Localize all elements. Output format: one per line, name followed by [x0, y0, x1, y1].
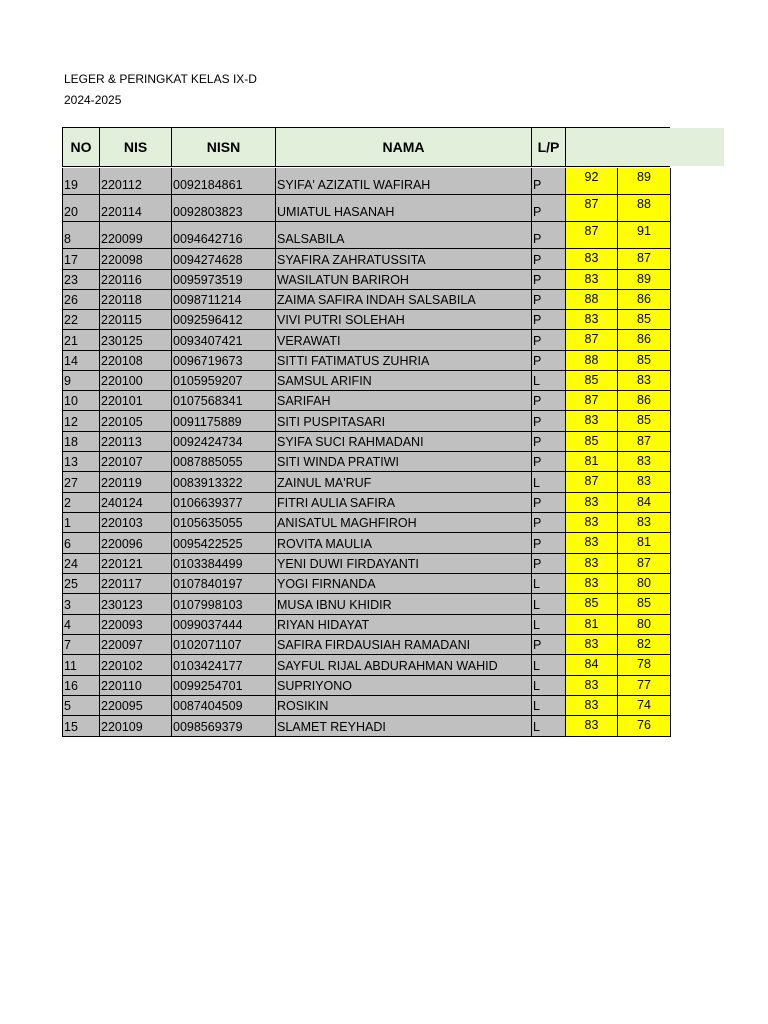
cell-no: 19 — [62, 168, 100, 195]
cell-nama: WASILATUN BARIROH — [276, 270, 532, 290]
table-row — [62, 290, 671, 310]
cell-score-1: 83 — [566, 513, 618, 533]
cell-nama: ZAINUL MA'RUF — [276, 472, 532, 493]
cell-nis: 220115 — [100, 310, 172, 330]
table-row — [62, 351, 671, 371]
cell-lp: P — [532, 222, 566, 249]
cell-score-2: 81 — [618, 533, 671, 554]
cell-nis: 220117 — [100, 574, 172, 594]
table-row — [62, 615, 671, 635]
cell-nisn: 0098569379 — [172, 716, 276, 737]
table-row — [62, 310, 671, 330]
table-row — [62, 676, 671, 696]
cell-score-1: 83 — [566, 574, 618, 594]
cell-nama: YOGI FIRNANDA — [276, 574, 532, 594]
cell-lp: P — [532, 351, 566, 371]
cell-nis: 220114 — [100, 195, 172, 222]
cell-no: 11 — [62, 655, 100, 676]
cell-lp: P — [532, 452, 566, 472]
cell-score-2: 87 — [618, 554, 671, 574]
cell-nama: ANISATUL MAGHFIROH — [276, 513, 532, 533]
header-nama: NAMA — [276, 127, 532, 167]
cell-score-1: 83 — [566, 676, 618, 696]
cell-nisn: 0083913322 — [172, 472, 276, 493]
cell-score-1: 87 — [566, 330, 618, 351]
header-no: NO — [62, 127, 100, 167]
cell-lp: L — [532, 615, 566, 635]
cell-no: 13 — [62, 452, 100, 472]
cell-score-1: 83 — [566, 270, 618, 290]
cell-no: 23 — [62, 270, 100, 290]
cell-lp: P — [532, 195, 566, 222]
cell-nama: SYIFA' AZIZATIL WAFIRAH — [276, 168, 532, 195]
cell-nama: SALSABILA — [276, 222, 532, 249]
cell-nisn: 0087885055 — [172, 452, 276, 472]
cell-no: 12 — [62, 411, 100, 432]
cell-nama: VERAWATI — [276, 330, 532, 351]
cell-nama: VIVI PUTRI SOLEHAH — [276, 310, 532, 330]
cell-no: 15 — [62, 716, 100, 737]
cell-nama: YENI DUWI FIRDAYANTI — [276, 554, 532, 574]
cell-nis: 220119 — [100, 472, 172, 493]
cell-score-2: 83 — [618, 452, 671, 472]
table-row — [62, 249, 671, 270]
cell-no: 18 — [62, 432, 100, 452]
cell-no: 17 — [62, 249, 100, 270]
cell-score-1: 88 — [566, 351, 618, 371]
cell-nisn: 0092424734 — [172, 432, 276, 452]
cell-score-2: 85 — [618, 351, 671, 371]
cell-no: 7 — [62, 635, 100, 655]
header-nisn: NISN — [172, 127, 276, 167]
cell-nama: RIYAN HIDAYAT — [276, 615, 532, 635]
header-nis: NIS — [100, 127, 172, 167]
cell-score-2: 74 — [618, 696, 671, 716]
cell-lp: L — [532, 472, 566, 493]
cell-nis: 220099 — [100, 222, 172, 249]
cell-no: 1 — [62, 513, 100, 533]
cell-nama: SITI WINDA PRATIWI — [276, 452, 532, 472]
cell-nis: 220108 — [100, 351, 172, 371]
cell-no: 21 — [62, 330, 100, 351]
cell-lp: P — [532, 290, 566, 310]
cell-nis: 220112 — [100, 168, 172, 195]
cell-nisn: 0094642716 — [172, 222, 276, 249]
cell-nama: SAMSUL ARIFIN — [276, 371, 532, 391]
cell-nama: SAFIRA FIRDAUSIAH RAMADANI — [276, 635, 532, 655]
cell-score-1: 87 — [566, 472, 618, 493]
table-row — [62, 391, 671, 411]
cell-nama: SITTI FATIMATUS ZUHRIA — [276, 351, 532, 371]
cell-lp: L — [532, 696, 566, 716]
cell-nisn: 0095422525 — [172, 533, 276, 554]
cell-score-2: 84 — [618, 493, 671, 513]
cell-score-1: 83 — [566, 554, 618, 574]
cell-no: 16 — [62, 676, 100, 696]
cell-no: 27 — [62, 472, 100, 493]
cell-nisn: 0092596412 — [172, 310, 276, 330]
cell-score-1: 83 — [566, 635, 618, 655]
cell-nisn: 0107568341 — [172, 391, 276, 411]
cell-nama: FITRI AULIA SAFIRA — [276, 493, 532, 513]
table-row — [62, 594, 671, 615]
table-row — [62, 432, 671, 452]
cell-score-2: 91 — [618, 222, 671, 249]
cell-nis: 220097 — [100, 635, 172, 655]
cell-score-2: 87 — [618, 249, 671, 270]
cell-score-1: 88 — [566, 290, 618, 310]
header-scores — [566, 127, 670, 167]
cell-score-2: 76 — [618, 716, 671, 737]
cell-score-1: 87 — [566, 222, 618, 249]
cell-score-1: 83 — [566, 411, 618, 432]
cell-nis: 220113 — [100, 432, 172, 452]
cell-nis: 220095 — [100, 696, 172, 716]
cell-no: 9 — [62, 371, 100, 391]
cell-lp: P — [532, 391, 566, 411]
table-row — [62, 696, 671, 716]
cell-score-1: 83 — [566, 696, 618, 716]
cell-lp: P — [532, 432, 566, 452]
cell-score-2: 86 — [618, 290, 671, 310]
cell-lp: P — [532, 635, 566, 655]
cell-nis: 230123 — [100, 594, 172, 615]
cell-no: 14 — [62, 351, 100, 371]
cell-score-2: 89 — [618, 168, 671, 195]
cell-nisn: 0105959207 — [172, 371, 276, 391]
table-row — [62, 574, 671, 594]
cell-no: 4 — [62, 615, 100, 635]
cell-nama: SAYFUL RIJAL ABDURAHMAN WAHID — [276, 655, 532, 676]
cell-score-2: 83 — [618, 472, 671, 493]
cell-nis: 220101 — [100, 391, 172, 411]
table-row — [62, 655, 671, 676]
cell-lp: P — [532, 493, 566, 513]
cell-nisn: 0093407421 — [172, 330, 276, 351]
cell-nama: UMIATUL HASANAH — [276, 195, 532, 222]
cell-score-1: 85 — [566, 432, 618, 452]
cell-nisn: 0098711214 — [172, 290, 276, 310]
cell-score-2: 85 — [618, 594, 671, 615]
cell-score-1: 83 — [566, 716, 618, 737]
cell-no: 2 — [62, 493, 100, 513]
cell-lp: L — [532, 371, 566, 391]
cell-score-2: 82 — [618, 635, 671, 655]
cell-lp: L — [532, 655, 566, 676]
cell-score-2: 80 — [618, 615, 671, 635]
cell-score-2: 87 — [618, 432, 671, 452]
cell-score-1: 83 — [566, 493, 618, 513]
cell-score-2: 83 — [618, 513, 671, 533]
cell-nisn: 0096719673 — [172, 351, 276, 371]
cell-no: 5 — [62, 696, 100, 716]
cell-nis: 220098 — [100, 249, 172, 270]
school-year: 2024-2025 — [64, 93, 122, 107]
cell-score-2: 77 — [618, 676, 671, 696]
cell-lp: P — [532, 249, 566, 270]
cell-nis: 220093 — [100, 615, 172, 635]
cell-lp: P — [532, 168, 566, 195]
cell-nama: SYIFA SUCI RAHMADANI — [276, 432, 532, 452]
cell-nis: 220096 — [100, 533, 172, 554]
cell-no: 20 — [62, 195, 100, 222]
cell-nisn: 0107840197 — [172, 574, 276, 594]
cell-nisn: 0092803823 — [172, 195, 276, 222]
cell-nama: SUPRIYONO — [276, 676, 532, 696]
cell-lp: P — [532, 533, 566, 554]
cell-nisn: 0099037444 — [172, 615, 276, 635]
table-row — [62, 371, 671, 391]
table-row — [62, 270, 671, 290]
cell-nama: ZAIMA SAFIRA INDAH SALSABILA — [276, 290, 532, 310]
cell-no: 10 — [62, 391, 100, 411]
table-row — [62, 195, 671, 222]
table-row — [62, 513, 671, 533]
table-row — [62, 554, 671, 574]
cell-nisn: 0092184861 — [172, 168, 276, 195]
cell-nis: 220118 — [100, 290, 172, 310]
cell-score-2: 89 — [618, 270, 671, 290]
cell-score-1: 81 — [566, 615, 618, 635]
cell-nama: SYAFIRA ZAHRATUSSITA — [276, 249, 532, 270]
cell-lp: P — [532, 270, 566, 290]
cell-nis: 220105 — [100, 411, 172, 432]
cell-nis: 220102 — [100, 655, 172, 676]
cell-nama: SLAMET REYHADI — [276, 716, 532, 737]
table-row — [62, 472, 671, 493]
table-row — [62, 330, 671, 351]
cell-no: 25 — [62, 574, 100, 594]
document-title: LEGER & PERINGKAT KELAS IX-D — [64, 72, 257, 86]
cell-no: 24 — [62, 554, 100, 574]
cell-score-1: 92 — [566, 168, 618, 195]
table-row — [62, 411, 671, 432]
cell-score-1: 85 — [566, 371, 618, 391]
cell-nisn: 0103384499 — [172, 554, 276, 574]
cell-score-1: 87 — [566, 195, 618, 222]
cell-nisn: 0091175889 — [172, 411, 276, 432]
cell-score-1: 87 — [566, 391, 618, 411]
cell-nis: 220121 — [100, 554, 172, 574]
cell-no: 26 — [62, 290, 100, 310]
table-row — [62, 452, 671, 472]
cell-lp: P — [532, 554, 566, 574]
cell-score-1: 85 — [566, 594, 618, 615]
cell-nama: SARIFAH — [276, 391, 532, 411]
cell-nisn: 0106639377 — [172, 493, 276, 513]
cell-nama: ROSIKIN — [276, 696, 532, 716]
cell-score-2: 88 — [618, 195, 671, 222]
cell-nisn: 0105635055 — [172, 513, 276, 533]
table-row — [62, 493, 671, 513]
cell-nis: 220109 — [100, 716, 172, 737]
cell-score-2: 85 — [618, 310, 671, 330]
cell-lp: L — [532, 574, 566, 594]
cell-nisn: 0095973519 — [172, 270, 276, 290]
header-lp: L/P — [532, 127, 566, 167]
table-row — [62, 716, 671, 737]
cell-score-1: 83 — [566, 310, 618, 330]
cell-no: 3 — [62, 594, 100, 615]
cell-score-1: 83 — [566, 249, 618, 270]
cell-lp: P — [532, 330, 566, 351]
cell-nisn: 0102071107 — [172, 635, 276, 655]
cell-lp: P — [532, 513, 566, 533]
cell-no: 8 — [62, 222, 100, 249]
cell-nama: SITI PUSPITASARI — [276, 411, 532, 432]
table-row — [62, 635, 671, 655]
cell-no: 6 — [62, 533, 100, 554]
cell-score-2: 80 — [618, 574, 671, 594]
cell-nisn: 0099254701 — [172, 676, 276, 696]
cell-nama: MUSA IBNU KHIDIR — [276, 594, 532, 615]
cell-score-2: 85 — [618, 411, 671, 432]
cell-nama: ROVITA MAULIA — [276, 533, 532, 554]
cell-nis: 220107 — [100, 452, 172, 472]
cell-nis: 220110 — [100, 676, 172, 696]
cell-nis: 220100 — [100, 371, 172, 391]
cell-nis: 230125 — [100, 330, 172, 351]
cell-nisn: 0087404509 — [172, 696, 276, 716]
table-row — [62, 168, 671, 195]
cell-score-1: 83 — [566, 533, 618, 554]
cell-no: 22 — [62, 310, 100, 330]
cell-lp: L — [532, 676, 566, 696]
cell-score-1: 84 — [566, 655, 618, 676]
cell-nisn: 0094274628 — [172, 249, 276, 270]
cell-nisn: 0103424177 — [172, 655, 276, 676]
cell-score-2: 78 — [618, 655, 671, 676]
cell-lp: P — [532, 310, 566, 330]
cell-nis: 220103 — [100, 513, 172, 533]
cell-nisn: 0107998103 — [172, 594, 276, 615]
cell-score-1: 81 — [566, 452, 618, 472]
cell-lp: L — [532, 716, 566, 737]
cell-lp: P — [532, 411, 566, 432]
table-row — [62, 222, 671, 249]
table-row — [62, 533, 671, 554]
cell-score-2: 86 — [618, 391, 671, 411]
cell-score-2: 86 — [618, 330, 671, 351]
cell-score-2: 83 — [618, 371, 671, 391]
cell-nis: 220116 — [100, 270, 172, 290]
cell-nis: 240124 — [100, 493, 172, 513]
cell-lp: L — [532, 594, 566, 615]
header-fill — [670, 128, 724, 166]
